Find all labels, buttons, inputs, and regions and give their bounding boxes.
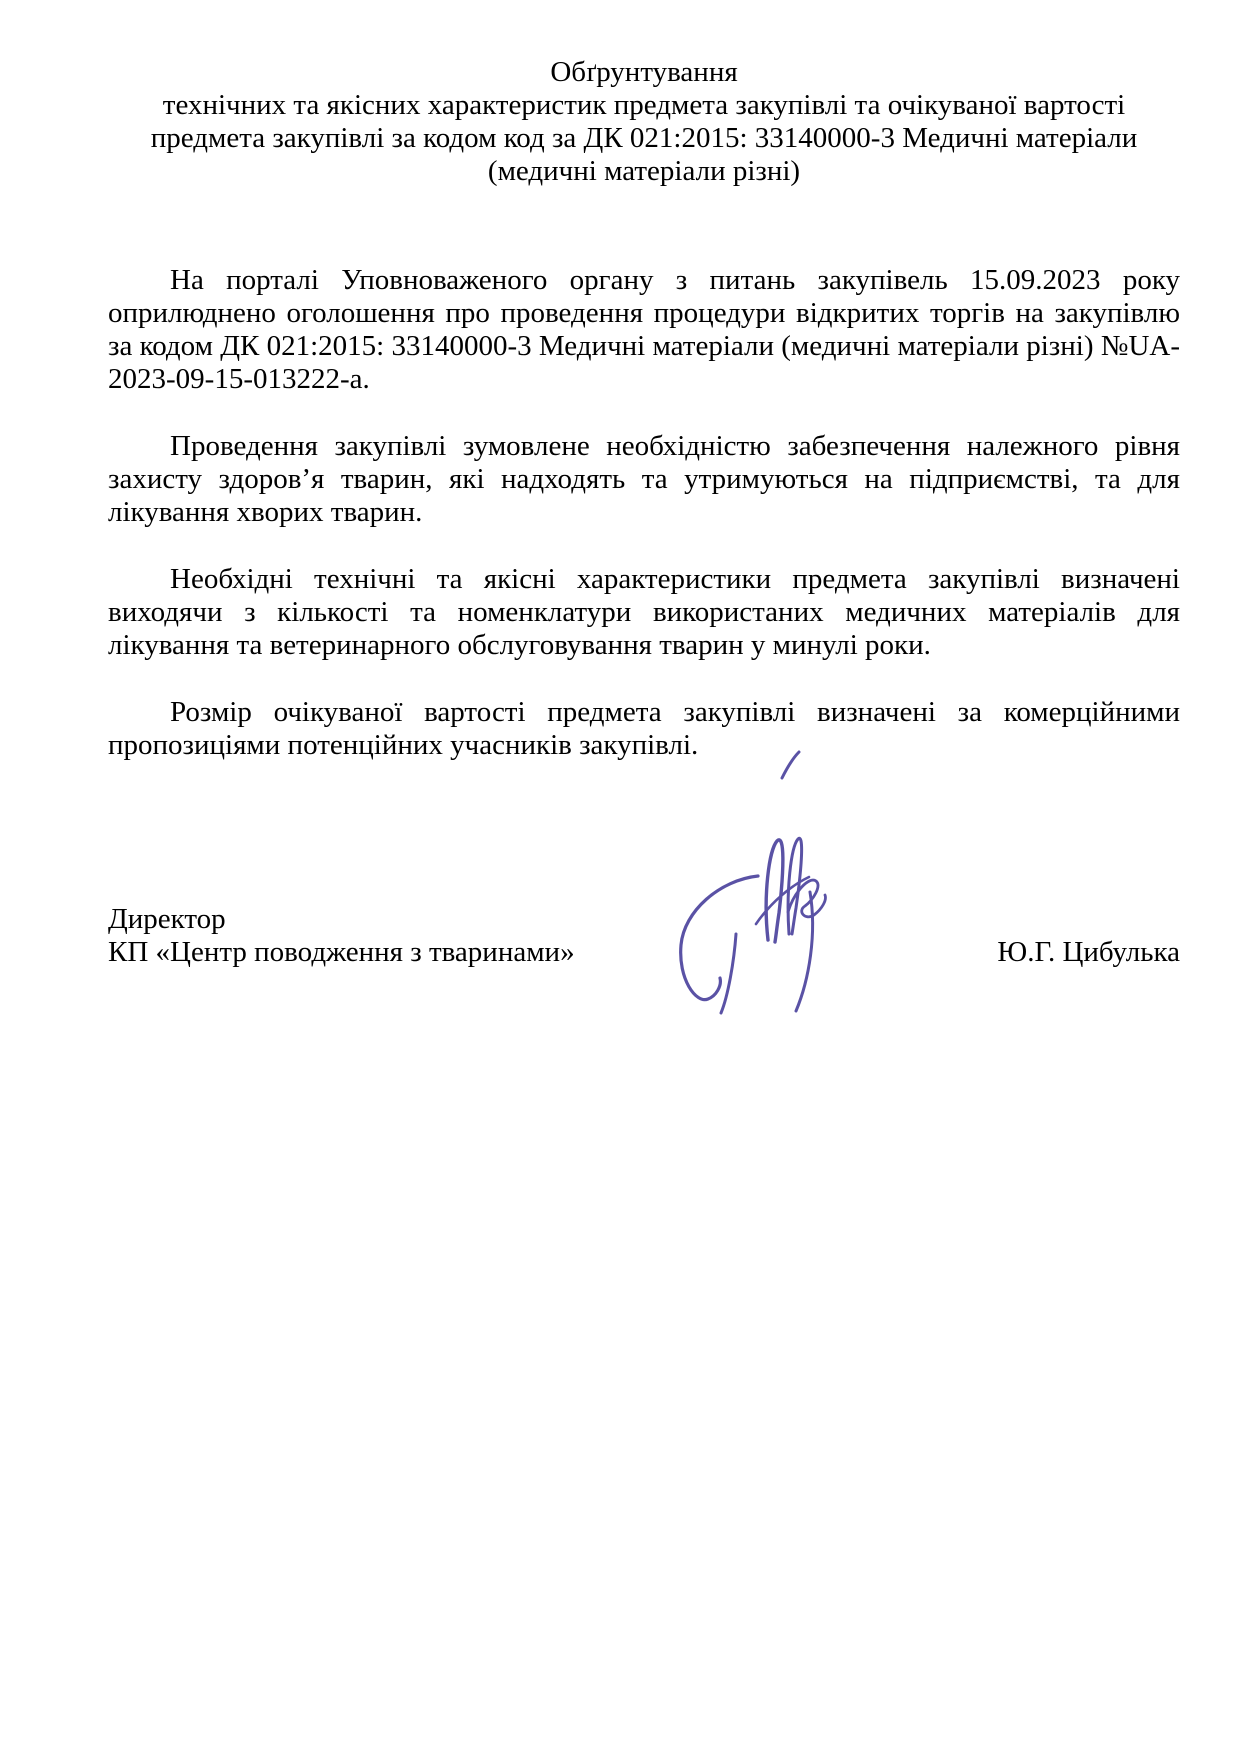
- signature-block: [108, 903, 1180, 969]
- paragraph-purpose: Проведення закупівлі зумовлене необхідністю забезпечення належного рівня захисту здоров’я тварин, які надходять та утримуються на підприємстві, та для лікування хворих тварин.: [108, 430, 1180, 528]
- signer-position: [108, 903, 575, 969]
- handwritten-signature-icon: [638, 748, 830, 1016]
- signer-position-line-1: Директор: [108, 903, 226, 935]
- document-title-line-4: (медичні матеріали різні): [487, 155, 801, 187]
- document-title-line-3: предмета закупівлі за кодом код за ДК 021:2015: 33140000-3 Медичні матеріали: [150, 122, 1138, 154]
- signer-position-line-2: КП «Центр поводження з тваринами»: [108, 936, 575, 968]
- signer-name: Ю.Г. Цибулька: [997, 936, 1180, 968]
- paragraph-expected-value: Розмір очікуваної вартості предмета закупівлі визначені за комерційними пропозиціями потенційних учасників закупівлі.: [108, 696, 1180, 761]
- document-title: [108, 56, 1180, 188]
- paragraph-technical-characteristics: Необхідні технічні та якісні характеристики предмета закупівлі визначені виходячи з кількості та номенклатури використаних медичних матеріалів для лікування та ветеринарного обслуговування тварин у минулі роки.: [108, 563, 1180, 661]
- paragraph-announcement: На порталі Уповноваженого органу з питань закупівель 15.09.2023 року оприлюднено оголошення про проведення процедури відкритих торгів на закупівлю за кодом ДК 021:2015: 33140000-3 Медичні матеріали (медичні матеріали різні) №UA-2023-09-15-013222-а.: [108, 264, 1180, 395]
- document-title-line-2: технічних та якісних характеристик предмета закупівлі та очікуваної вартості: [162, 89, 1126, 121]
- document-title-line-1: Обґрунтування: [550, 56, 738, 88]
